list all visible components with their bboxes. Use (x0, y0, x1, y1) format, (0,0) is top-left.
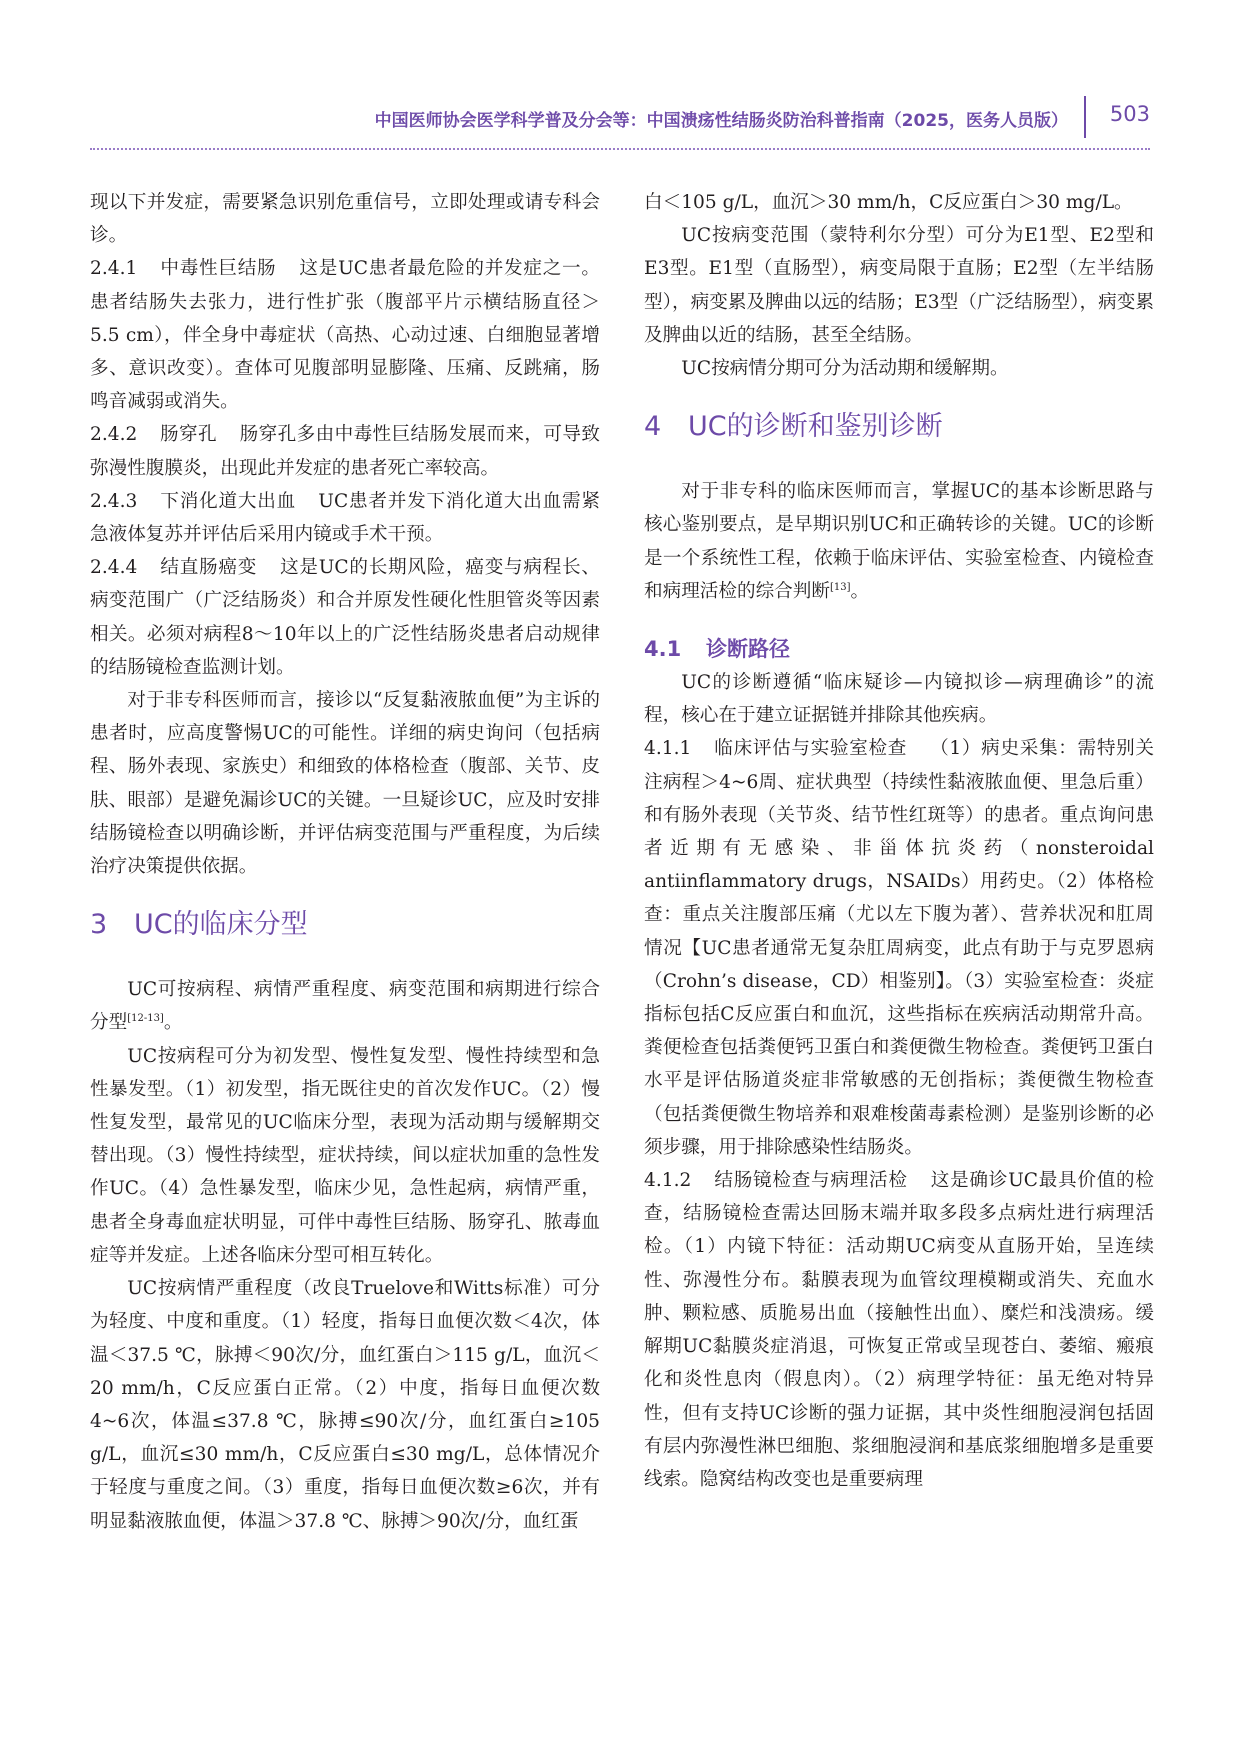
paragraph-diagnosis-intro (644, 475, 1154, 608)
subsection-text: 这是UC的长期风险，癌变与病程长、病变范围广（广泛结肠炎）和合并原发性硬化性胆管炎等因素相关。必须对病程8～10年以上的广泛性结肠炎患者启动规律的结肠镜检查监测计划。 (90, 557, 600, 678)
paragraph-continued: 白＜105 g/L，血沉＞30 mm/h，C反应蛋白＞30 mg/L。 (644, 192, 1133, 213)
section-title: UC的临床分型 (134, 909, 308, 941)
paragraph-severity: UC按病情严重程度（改良Truelove和Witts标准）可分为轻度、中度和重度。（1）轻度，指每日血便次数＜4次，体温＜37.5 ℃，脉搏＜90次/分，血红蛋白＞115 g/L，血沉＜20 mm/h，C反应蛋白正常。（2）中度，指每日血便次数4~6次，体温≤37.8 ℃，脉搏≤90次/分，血红蛋白≥105 g/L，血沉≤30 mm/h，C反应蛋白≤30 mg/L，总体情况介于轻度与重度之间。（3）重度，指每日血便次数≥6次，并有明显黏液脓血便，体温＞37.8 ℃、脉搏＞90次/分，血红蛋 (90, 1278, 600, 1532)
subsection-text: （1）病史采集：需特别关注病程＞4~6周、症状典型（持续性黏液脓血便、里急后重）和有肠外表现（关节炎、结节性红斑等）的患者。重点询问患者近期有无感染、非甾体抗炎药（nonsteroidal antiinflammatory drugs，NSAIDs）用药史。（2）体格检查：重点关注腹部压痛（尤以左下腹为著）、营养状况和肛周情况【UC患者通常无复杂肛周病变，此点有助于与克罗恩病（Crohn’s disease，CD）相鉴别】。（3）实验室检查：炎症指标包括C反应蛋白和血沉，这些指标在疾病活动期常升高。粪便检查包括粪便钙卫蛋白和粪便微生物检查。粪便钙卫蛋白水平是评估肠道炎症非常敏感的无创指标；粪便微生物检查（包括粪便微生物培养和艰难梭菌毒素检测）是鉴别诊断的必须步骤，用于排除感染性结肠炎。 (644, 738, 1154, 1158)
header-separator (1084, 96, 1086, 138)
paragraph-phase: UC按病情分期可分为活动期和缓解期。 (681, 358, 1009, 380)
subsection-title: 结肠镜检查与病理活检 (713, 1170, 908, 1192)
paragraph-text: UC可按病程、病情严重程度、病变范围和病期进行综合分型 (90, 979, 600, 1034)
running-header-title: 中国医师协会医学科学普及分会等：中国溃疡性结肠炎防治科普指南（2025，医务人员版） (374, 111, 1068, 131)
subsection-number: 2.4.4 (90, 557, 138, 579)
subsection-title: 肠穿孔 (159, 424, 217, 446)
section-4-1-heading (644, 632, 1154, 666)
subsection-number: 4.1.1 (644, 738, 692, 760)
section-number: 3 (90, 909, 108, 941)
subsection-text: UC患者并发下消化道大出血需紧急液体复苏并评估后采用内镜或手术干预。 (90, 490, 600, 546)
left-column (90, 186, 600, 1538)
paragraph-nonspecialist: 对于非专科医师而言，接诊以“反复黏液脓血便”为主诉的患者时，应高度警惕UC的可能性。详细的病史询问（包括病程、肠外表现、家族史）和细致的体格检查（腹部、关节、皮肤、眼部）是避免漏诊UC的关键。一旦疑诊UC，应及时安排结肠镜检查以明确诊断，并评估病变范围与严重程度，为后续治疗决策提供依据。 (90, 690, 600, 878)
paragraph-classification-intro (90, 973, 600, 1039)
subsection-number: 2.4.2 (90, 424, 138, 446)
subsection-text: 肠穿孔多由中毒性巨结肠发展而来，可导致弥漫性腹膜炎，出现此并发症的患者死亡率较高。 (90, 424, 600, 479)
header-dotted-rule (90, 148, 1150, 150)
punctuation: 。 (163, 1012, 183, 1034)
subsection-title: 下消化道大出血 (159, 490, 296, 512)
page-number: 503 (1109, 102, 1150, 126)
subsection-number: 4.1.2 (644, 1170, 692, 1192)
subsection-2-4-4 (90, 551, 600, 684)
paragraph-diagnosis-path: UC的诊断遵循“临床疑诊—内镜拟诊—病理确诊”的流程，核心在于建立证据链并排除其他疾病。 (644, 672, 1154, 727)
subsection-2-4-3 (90, 485, 600, 551)
subsection-4-1-2 (644, 1164, 1154, 1496)
subsection-text: 这是确诊UC最具价值的检查，结肠镜检查需达回肠末端并取多段多点病灶进行病理活检。（1）内镜下特征：活动期UC病变从直肠开始，呈连续性、弥漫性分布。黏膜表现为血管纹理模糊或消失、充血水肿、颗粒感、质脆易出血（接触性出血）、糜烂和浅溃疡。缓解期UC黏膜炎症消退，可恢复正常或呈现苍白、萎缩、瘢痕化和炎性息肉（假息肉）。（2）病理学特征：虽无绝对特异性，但有支持UC诊断的强力证据，其中炎性细胞浸润包括固有层内弥漫性淋巴细胞、浆细胞浸润和基底浆细胞增多是重要线索。隐窝结构改变也是重要病理 (644, 1170, 1154, 1490)
section-title: 诊断路径 (706, 637, 790, 662)
subsection-title: 临床评估与实验室检查 (713, 738, 908, 760)
subsection-4-1-1 (644, 732, 1154, 1164)
subsection-number: 2.4.3 (90, 490, 138, 512)
paragraph-montreal: UC按病变范围（蒙特利尔分型）可分为E1型、E2型和E3型。E1型（直肠型），病变局限于直肠；E2型（左半结肠型），病变累及脾曲以远的结肠；E3型（广泛结肠型），病变累及脾曲以近的结肠，甚至全结肠。 (644, 225, 1154, 346)
subsection-title: 中毒性巨结肠 (159, 258, 277, 280)
subsection-2-4-1 (90, 252, 600, 418)
punctuation: 。 (850, 580, 870, 602)
subsection-title: 结直肠癌变 (159, 557, 258, 579)
paragraph-text: 对于非专科的临床医师而言，掌握UC的基本诊断思路与核心鉴别要点，是早期识别UC和正确转诊的关键。UC的诊断是一个系统性工程，依赖于临床评估、实验室检查、内镜检查和病理活检的综合判断 (644, 481, 1154, 602)
section-4-heading (644, 407, 1154, 447)
citation: [12-13] (127, 1013, 164, 1025)
subsection-text: 这是UC患者最危险的并发症之一。患者结肠失去张力，进行性扩张（腹部平片示横结肠直径＞5.5 cm），伴全身中毒症状（高热、心动过速、白细胞显著增多、意识改变）。查体可见腹部明显膨隆、压痛、反跳痛，肠鸣音减弱或消失。 (90, 258, 600, 413)
citation: [13] (829, 581, 851, 593)
paragraph-course-types: UC按病程可分为初发型、慢性复发型、慢性持续型和急性暴发型。（1）初发型，指无既往史的首次发作UC。（2）慢性复发型，最常见的UC临床分型，表现为活动期与缓解期交替出现。（3）慢性持续型，症状持续，间以症状加重的急性发作UC。（4）急性暴发型，临床少见，急性起病，病情严重，患者全身毒血症状明显，可伴中毒性巨结肠、肠穿孔、脓毒血症等并发症。上述各临床分型可相互转化。 (90, 1045, 600, 1266)
subsection-2-4-2 (90, 418, 600, 484)
section-title: UC的诊断和鉴别诊断 (688, 411, 943, 443)
right-column (644, 186, 1154, 1496)
section-number: 4.1 (644, 637, 682, 662)
subsection-number: 2.4.1 (90, 258, 138, 280)
running-header (90, 92, 1150, 142)
paragraph-continued: 现以下并发症，需要紧急识别危重信号，立即处理或请专科会诊。 (90, 192, 600, 247)
section-3-heading (90, 905, 600, 945)
section-number: 4 (644, 411, 662, 443)
